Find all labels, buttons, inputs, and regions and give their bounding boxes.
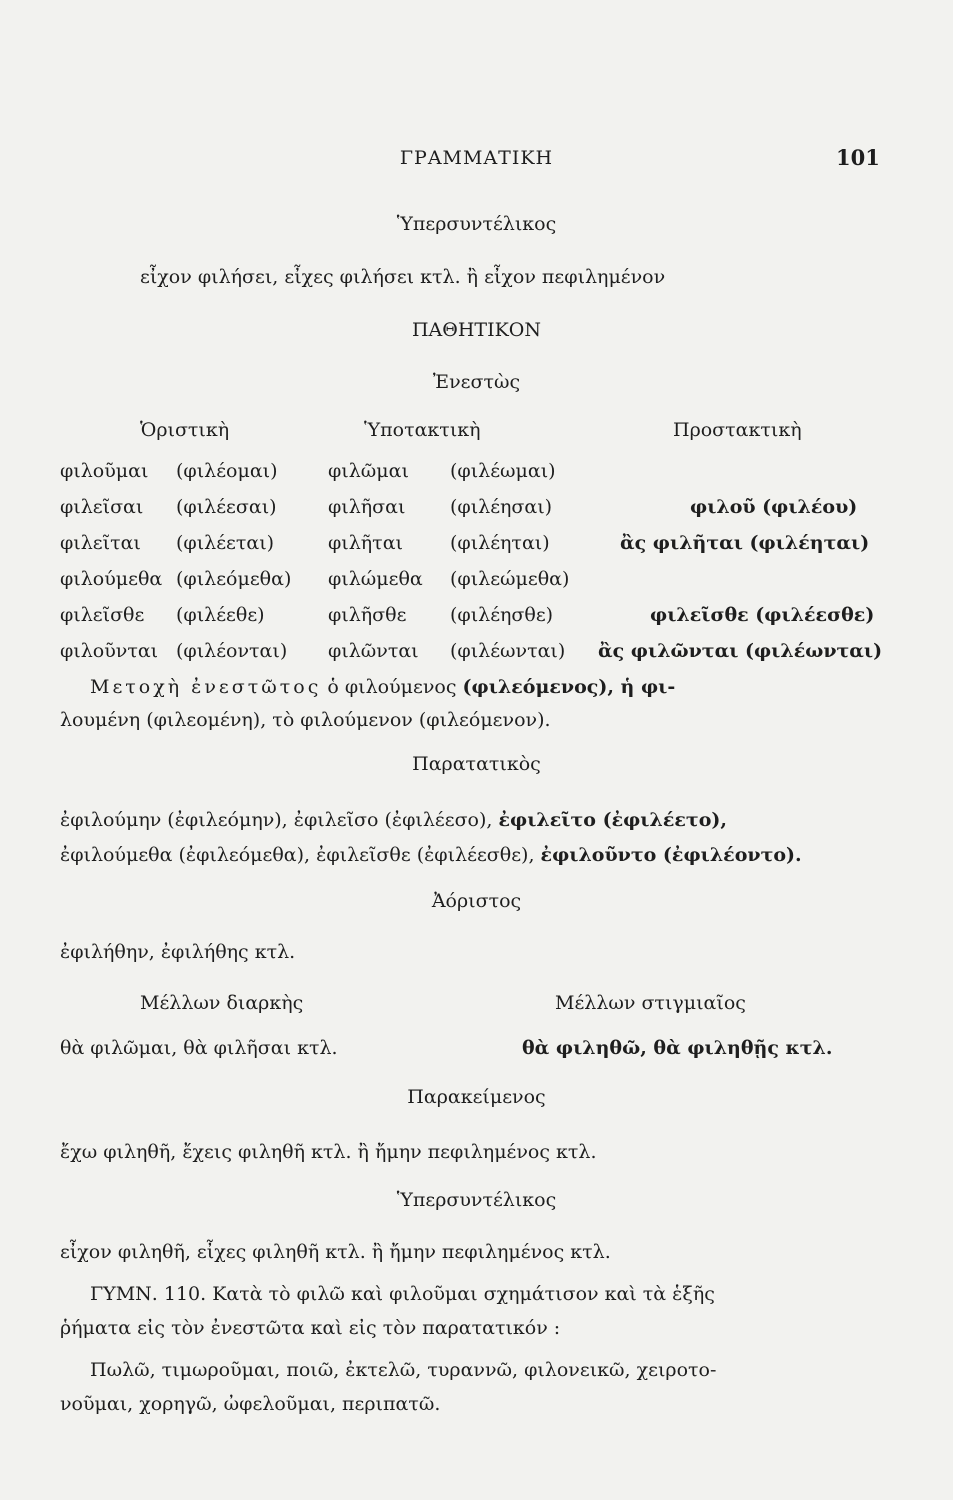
imperative-form: φιλοῦ (φιλέου) <box>690 496 858 518</box>
indicative-form: φιλεῖται <box>60 532 141 554</box>
subjunctive-form: φιλώμεθα <box>328 568 423 590</box>
aorist-line: ἐφιλήθην, ἐφιλήθης κτλ. <box>60 941 296 963</box>
tense-heading-perfect: Παρακείμενος <box>407 1086 546 1108</box>
imperfect-forms: ἐφιλούμεθα (ἐφιλεόμεθα), ἐφιλεῖσθε (ἐφιλέεσθε), <box>60 844 535 866</box>
conjugation-row <box>0 458 953 484</box>
future-instant-line: θὰ φιληθῶ, θὰ φιληθῇς κτλ. <box>522 1037 833 1059</box>
indicative-uncontracted: (φιλέεσαι) <box>176 496 277 518</box>
indicative-uncontracted: (φιλέομαι) <box>176 460 278 482</box>
tense-heading-aorist: Ἀόριστος <box>431 890 522 912</box>
exercise-line-2: ῥήματα εἰς τὸν ἐνεστῶτα καὶ εἰς τὸν παρατατικόν : <box>60 1317 561 1339</box>
imperative-form: ἂς φιλῶνται (φιλέωνται) <box>598 640 883 662</box>
participle-forms-bold: (φιλεόμενος), ἡ φι- <box>462 676 676 698</box>
subjunctive-form: φιλῆσαι <box>328 496 406 518</box>
indicative-uncontracted: (φιλέεται) <box>176 532 275 554</box>
subjunctive-uncontracted: (φιλέωνται) <box>450 640 566 662</box>
running-header-title: ΓΡΑΜΜΑΤΙΚΗ <box>399 147 554 169</box>
voice-heading-passive: ΠΑΘΗΤΙΚΟΝ <box>411 319 541 341</box>
section-heading-pluperfect-active: Ὑπερσυντέλικος <box>396 213 557 235</box>
perfect-line: ἔχω φιληθῆ, ἔχεις φιληθῆ κτλ. ἢ ἤμην πεφιλημένος κτλ. <box>60 1141 597 1163</box>
column-heading-imperative: Προστακτικὴ <box>673 419 802 441</box>
column-heading-subjunctive: Ὑποτακτικὴ <box>364 419 481 441</box>
imperfect-line-1 <box>60 808 727 832</box>
indicative-form: φιλεῖσαι <box>60 496 144 518</box>
subjunctive-form: φιλῶμαι <box>328 460 409 482</box>
imperfect-forms-bold: ἐφιλοῦντο (ἐφιλέοντο). <box>540 844 802 866</box>
indicative-form: φιλοῦνται <box>60 640 159 662</box>
tense-heading-present: Ἐνεστὼς <box>432 371 521 393</box>
tense-heading-pluperfect: Ὑπερσυντέλικος <box>396 1189 557 1211</box>
subjunctive-form: φιλῆσθε <box>328 604 407 626</box>
imperative-form: ἂς φιλῆται (φιλέηται) <box>620 532 870 554</box>
indicative-form: φιλούμεθα <box>60 568 163 590</box>
conjugation-row <box>0 602 953 628</box>
tense-heading-imperfect: Παρατατικὸς <box>412 753 541 775</box>
conjugation-row <box>0 566 953 592</box>
participle-forms: ὁ φιλούμενος <box>327 676 457 698</box>
subjunctive-form: φιλῆται <box>328 532 403 554</box>
subjunctive-uncontracted: (φιλέησαι) <box>450 496 553 518</box>
pluperfect-active-line: εἶχον φιλήσει, εἶχες φιλήσει κτλ. ἢ εἶχον πεφιλημένον <box>140 266 666 288</box>
conjugation-row <box>0 530 953 556</box>
subjunctive-uncontracted: (φιλέησθε) <box>450 604 554 626</box>
column-heading-indicative: Ὁριστικὴ <box>140 419 230 441</box>
imperfect-line-2 <box>60 843 802 867</box>
future-instant-heading: Μέλλων στιγμιαῖος <box>555 992 746 1014</box>
future-continuous-line: θὰ φιλῶμαι, θὰ φιλῆσαι κτλ. <box>60 1037 338 1059</box>
conjugation-row <box>0 638 953 664</box>
exercise-line-4: νοῦμαι, χορηγῶ, ὠφελοῦμαι, περιπατῶ. <box>60 1393 441 1415</box>
subjunctive-uncontracted: (φιλέηται) <box>450 532 550 554</box>
indicative-form: φιλοῦμαι <box>60 460 149 482</box>
subjunctive-form: φιλῶνται <box>328 640 419 662</box>
subjunctive-uncontracted: (φιλέωμαι) <box>450 460 556 482</box>
indicative-uncontracted: (φιλέονται) <box>176 640 288 662</box>
conjugation-row <box>0 494 953 520</box>
pluperfect-line: εἶχον φιληθῆ, εἶχες φιληθῆ κτλ. ἢ ἤμην πεφιλημένος κτλ. <box>60 1241 611 1263</box>
indicative-uncontracted: (φιλέεθε) <box>176 604 265 626</box>
indicative-form: φιλεῖσθε <box>60 604 145 626</box>
participle-label: Μετοχὴ ἐνεστῶτος <box>90 676 322 698</box>
page-number: 101 <box>836 145 880 170</box>
participle-line-2: λουμένη (φιλεομένη), τὸ φιλούμενον (φιλεόμενον). <box>60 709 551 731</box>
subjunctive-uncontracted: (φιλεώμεθα) <box>450 568 570 590</box>
imperfect-forms-bold: ἐφιλεῖτο (ἐφιλέετο), <box>498 809 727 831</box>
exercise-line-3: Πωλῶ, τιμωροῦμαι, ποιῶ, ἐκτελῶ, τυραννῶ, φιλονεικῶ, χειροτο- <box>90 1359 717 1381</box>
exercise-line-1: ΓΥΜΝ. 110. Κατὰ τὸ φιλῶ καὶ φιλοῦμαι σχημάτισον καὶ τὰ ἑξῆς <box>90 1283 715 1305</box>
indicative-uncontracted: (φιλεόμεθα) <box>176 568 292 590</box>
future-continuous-heading: Μέλλων διαρκὴς <box>140 992 304 1014</box>
imperative-form: φιλεῖσθε (φιλέεσθε) <box>650 604 875 626</box>
participle-line-1 <box>90 675 675 699</box>
imperfect-forms: ἐφιλούμην (ἐφιλεόμην), ἐφιλεῖσο (ἐφιλέεσο), <box>60 809 493 831</box>
